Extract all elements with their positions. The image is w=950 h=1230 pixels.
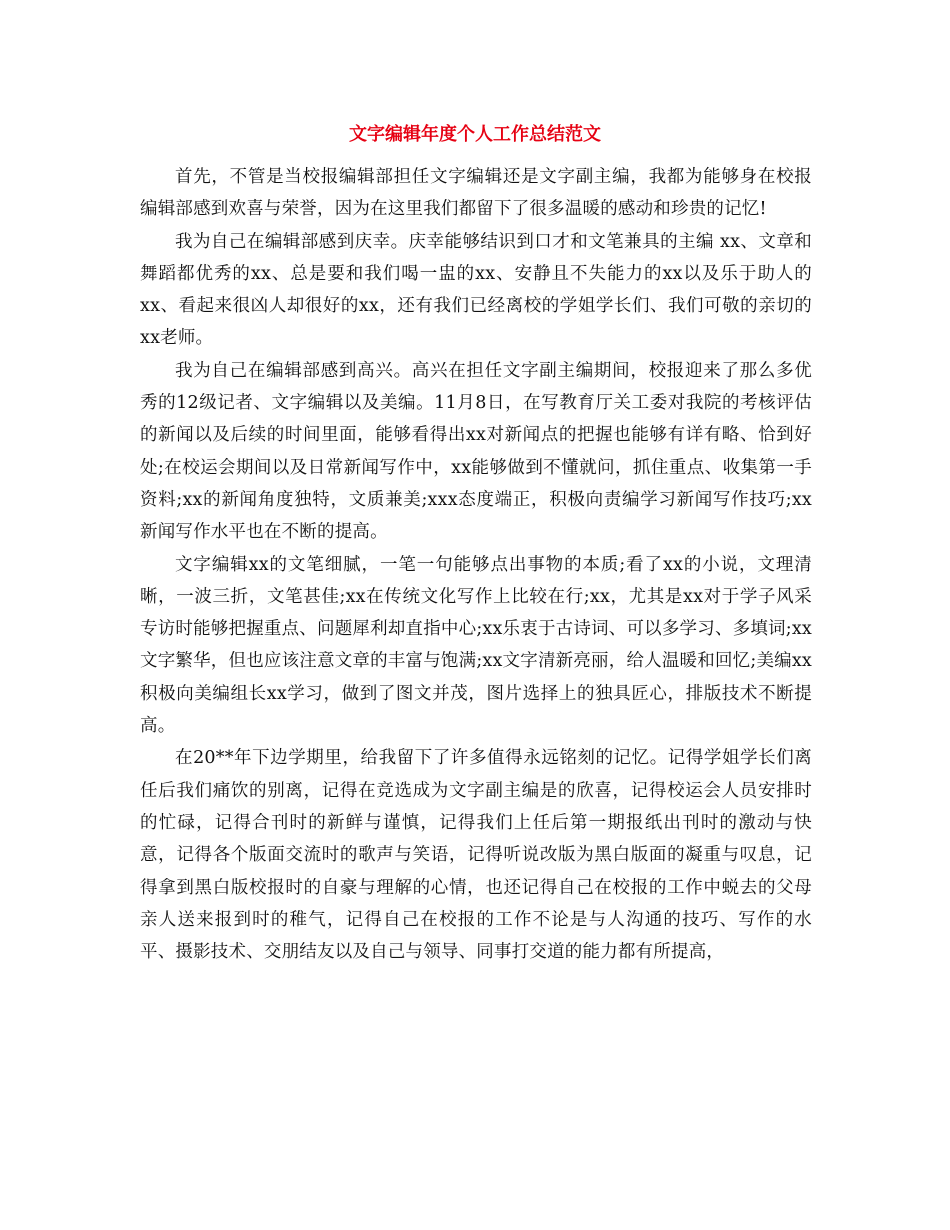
paragraph: 我为自己在编辑部感到庆幸。庆幸能够结识到口才和文笔兼具的主编 xx、文章和舞蹈都优秀的xx、总是要和我们喝一盅的xx、安静且不失能力的xx以及乐于助人的xx、看起来很凶人却很好的xx，还有我们已经离校的学姐学长们、我们可敬的亲切的xx老师。 <box>140 231 812 349</box>
document-title: 文字编辑年度个人工作总结范文 <box>349 124 601 145</box>
document-body <box>140 161 812 968</box>
paragraph: 在20**年下边学期里，给我留下了许多值得永远铭刻的记忆。记得学姐学长们离任后我们痛饮的别离，记得在竞选成为文字副主编是的欣喜，记得校运会人员安排时的忙碌，记得合刊时的新鲜与谨慎，记得我们上任后第一期报纸出刊时的激动与快意，记得各个版面交流时的歌声与笑语，记得听说改版为黑白版面的凝重与叹息，记得拿到黑白版校报时的自豪与理解的心情，也还记得自己在校报的工作中蜕去的父母亲人送来报到时的稚气，记得自己在校报的工作不论是与人沟通的技巧、写作的水平、摄影技术、交朋结友以及自己与领导、同事打交道的能力都有所提高， <box>140 748 812 963</box>
paragraph: 我为自己在编辑部感到高兴。高兴在担任文字副主编期间，校报迎来了那么多优秀的12级记者、文字编辑以及美编。11月8日，在写教育厅关工委对我院的考核评估的新闻以及后续的时间里面，能够看得出xx对新闻点的把握也能够有详有略、恰到好处;在校运会期间以及日常新闻写作中，xx能够做到不懂就问，抓住重点、收集第一手资料;xx的新闻角度独特，文质兼美;xxx态度端正，积极向责编学习新闻写作技巧;xx新闻写作水平也在不断的提高。 <box>140 360 812 543</box>
paragraph: 首先，不管是当校报编辑部担任文字编辑还是文字副主编，我都为能够身在校报编辑部感到欢喜与荣誉，因为在这里我们都留下了很多温暖的感动和珍贵的记忆! <box>140 167 812 220</box>
paragraph: 文字编辑xx的文笔细腻，一笔一句能够点出事物的本质;看了xx的小说，文理清晰，一波三折，文笔甚佳;xx在传统文化写作上比较在行;xx，尤其是xx对于学子风采专访时能够把握重点、问题犀利却直指中心;xx乐衷于古诗词、可以多学习、多填词;xx文字繁华，但也应该注意文章的丰富与饱满;xx文字清新亮丽，给人温暖和回忆;美编xx积极向美编组长xx学习，做到了图文并茂，图片选择上的独具匠心，排版技术不断提高。 <box>140 554 812 737</box>
